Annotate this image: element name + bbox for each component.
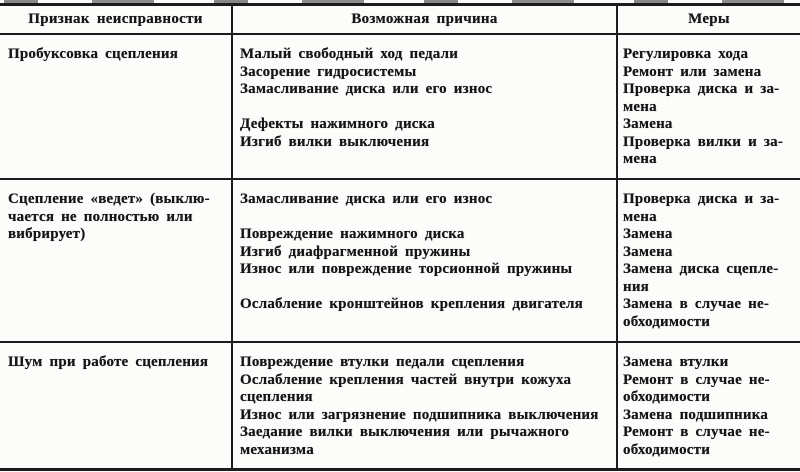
text-line	[240, 279, 612, 297]
header-symptom: Признак неисправности	[0, 6, 233, 33]
header-measures: Меры	[688, 11, 730, 27]
table-header-row	[0, 6, 800, 33]
text-line	[240, 99, 612, 117]
symptom-cell	[0, 35, 233, 178]
text-line: Повреждение втулки педали сцепления	[240, 354, 525, 370]
measures-cell	[618, 180, 800, 341]
text-line: Повреждение нажимного диска	[240, 226, 465, 242]
text-line: Замена диска сцепле-	[623, 261, 779, 277]
text-line: Ремонт в случае не-	[623, 424, 770, 440]
text-line: Износ или загрязнение подшипника выключения	[240, 406, 599, 423]
text-line: Ослабление крепления частей внутри кожуха	[240, 371, 572, 388]
text-line: мена	[623, 208, 657, 225]
text-line	[240, 209, 612, 227]
text-line: чается не полностью или	[8, 208, 193, 225]
text-line: обходимости	[623, 441, 711, 458]
text-line: Засорение гидросистемы	[240, 63, 417, 80]
table-row-dragging	[0, 180, 800, 341]
text-line: Ремонт или замена	[623, 63, 762, 80]
cause-cell	[233, 180, 618, 341]
text-line: вибрирует)	[8, 226, 86, 242]
text-line: Замасливание диска или его износ	[240, 191, 493, 207]
text-line: мена	[623, 151, 657, 167]
measures-cell	[618, 35, 800, 178]
text-line: Проверка диска и за-	[623, 191, 780, 207]
text-line: Проверка вилки и за-	[623, 133, 784, 150]
text-line: Пробуксовка сцепления	[8, 46, 179, 62]
text-line: обходимости	[623, 313, 711, 330]
text-line: Изгиб диафрагменной пружины	[240, 243, 471, 260]
text-line: Проверка диска и за-	[623, 81, 780, 97]
troubleshooting-table	[0, 3, 800, 471]
text-line: Замасливание диска или его износ	[240, 81, 493, 97]
text-line: мена	[623, 98, 657, 115]
symptom-cell	[0, 180, 233, 341]
text-line: Ремонт в случае не-	[623, 371, 770, 388]
header-cause: Возможная причина	[233, 6, 618, 33]
text-line: сцепления	[240, 389, 313, 405]
table-bottom-rule	[0, 468, 800, 471]
text-line: Замена в случае не-	[623, 296, 770, 312]
text-line: Малый свободный ход педали	[240, 46, 459, 62]
text-line: Замена подшипника	[623, 406, 769, 423]
text-line: ния	[623, 278, 650, 295]
cause-cell	[233, 35, 618, 178]
cause-cell	[233, 343, 618, 468]
text-line: Замена	[623, 116, 673, 132]
text-line: Износ или повреждение торсионной пружины	[240, 261, 573, 277]
text-line: Замена	[623, 243, 673, 260]
text-line: Заедание вилки выключения или рычажного	[240, 424, 570, 440]
text-line: обходимости	[623, 389, 711, 405]
text-line: Замена	[623, 226, 673, 242]
text-line: Шум при работе сцепления	[8, 354, 209, 370]
measures-cell	[618, 343, 800, 468]
symptom-cell	[0, 343, 233, 468]
text-line: Ослабление кронштейнов крепления двигателя	[240, 296, 583, 312]
text-line: Изгиб вилки выключения	[240, 133, 430, 150]
text-line: Замена втулки	[623, 354, 729, 370]
text-line: Сцепление «ведет» (выклю-	[8, 191, 210, 207]
table-row-slipping	[0, 35, 800, 178]
text-line: механизма	[240, 441, 314, 458]
text-line: Дефекты нажимного диска	[240, 116, 435, 132]
table-row-noise	[0, 343, 800, 468]
text-line: Регулировка хода	[623, 46, 749, 62]
